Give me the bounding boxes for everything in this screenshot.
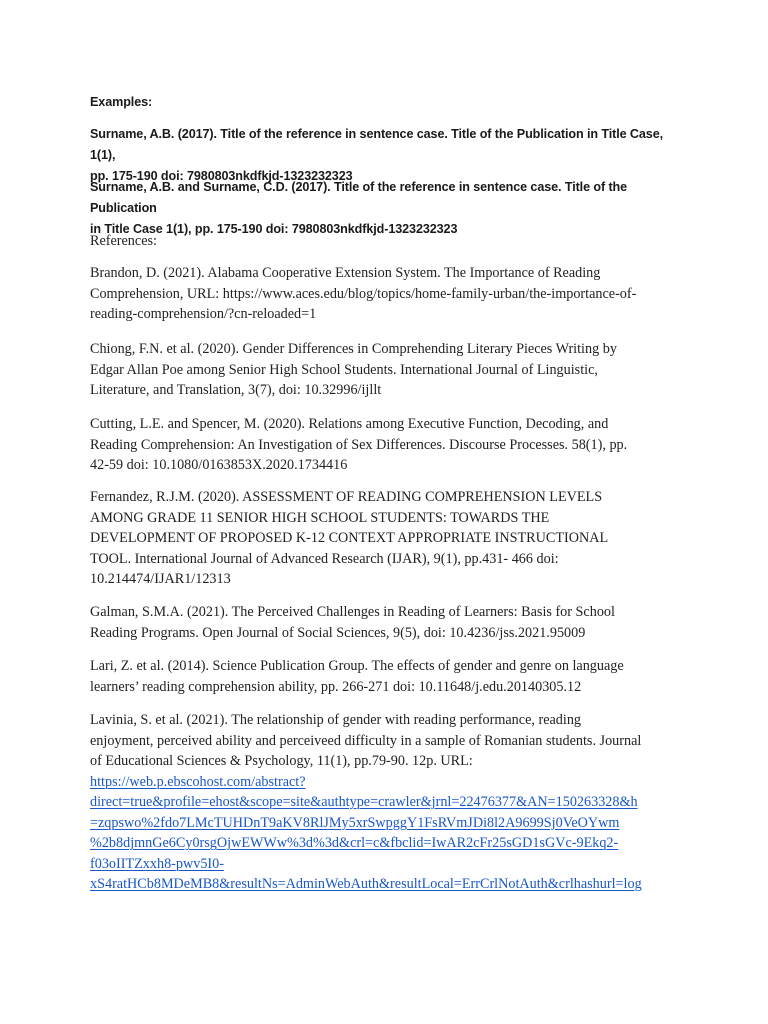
examples-heading: Examples:	[90, 95, 153, 109]
reference-url-link[interactable]: direct=true&profile=ehost&scope=site&authtype=crawler&jrnl=22476377&AN=150263328&h	[90, 794, 638, 810]
reference-line: Fernandez, R.J.M. (2020). ASSESSMENT OF READING COMPREHENSION LEVELS	[90, 489, 603, 505]
reference-line: learners’ reading comprehension ability, pp. 266-271 doi: 10.11648/j.edu.20140305.12	[90, 678, 582, 695]
reference-line: TOOL. International Journal of Advanced Research (IJAR), 9(1), pp.431- 466 doi:	[90, 550, 559, 567]
reference-entry-lavinia	[90, 710, 690, 895]
reference-entry-chiong	[90, 339, 690, 401]
reference-entry-galman	[90, 602, 690, 643]
reference-url-link[interactable]: =zqpswo%2fdo7LMcTUHDnT9aKV8RlJMy5xrSwpggY1FsRVmJDi8l2A9699Sj0VeOYwm	[90, 814, 620, 831]
reference-line: Reading Comprehension: An Investigation of Sex Differences. Discourse Processes. 58(1), pp.	[90, 436, 628, 453]
references-heading: References:	[90, 233, 157, 249]
example-1-line-1: Surname, A.B. (2017). Title of the reference in sentence case. Title of the Publication in Title Case, 1(1),	[90, 127, 664, 162]
reference-line: Chiong, F.N. et al. (2020). Gender Differences in Comprehending Literary Pieces Writing by	[90, 341, 617, 357]
example-1-line-2: pp. 175-190 doi: 7980803nkdfkjd-1323232323	[90, 169, 353, 183]
reference-line: 10.214474/IJAR1/12313	[90, 571, 231, 587]
reference-line: Galman, S.M.A. (2021). The Perceived Challenges in Reading of Learners: Basis for School	[90, 604, 615, 620]
reference-entry-lari	[90, 656, 690, 697]
reference-line: Edgar Allan Poe among Senior High School Students. International Journal of Linguistic,	[90, 361, 598, 378]
reference-line: reading-comprehension/?cn-reloaded=1	[90, 306, 317, 322]
reference-line: Cutting, L.E. and Spencer, M. (2020). Relations among Executive Function, Decoding, and	[90, 416, 609, 432]
reference-entry-brandon	[90, 263, 690, 325]
reference-line: Brandon, D. (2021). Alabama Cooperative Extension System. The Importance of Reading	[90, 265, 601, 281]
reference-line: Lavinia, S. et al. (2021). The relationship of gender with reading performance, reading	[90, 712, 582, 728]
reference-line: DEVELOPMENT OF PROPOSED K-12 CONTEXT APPROPRIATE INSTRUCTIONAL	[90, 530, 609, 546]
reference-line: of Educational Sciences & Psychology, 11(1), pp.79-90. 12p. URL:	[90, 753, 473, 769]
reference-url-link[interactable]: https://web.p.ebscohost.com/abstract?	[90, 773, 306, 790]
reference-url-link[interactable]: xS4ratHCb8MDeMB8&resultNs=AdminWebAuth&resultLocal=ErrCrlNotAuth&crlhashurl=log	[90, 876, 642, 892]
reference-line: enjoyment, perceived ability and perceiveed difficulty in a sample of Romanian students. Journal	[90, 732, 642, 749]
reference-line: Literature, and Translation, 3(7), doi: 10.32996/ijllt	[90, 382, 382, 398]
reference-url-link[interactable]: f03oIITZxxh8-pwv5I0-	[90, 855, 224, 872]
reference-url-link[interactable]: %2b8djmnGe6Cy0rsgOjwEWWw%3d%3d&crl=c&fbclid=IwAR2cFr25sGD1sGVc-9Ekq2-	[90, 835, 619, 851]
example-2-line-1: Surname, A.B. and Surname, C.D. (2017). Title of the reference in sentence case. Title of the Publication	[90, 180, 628, 215]
reference-entry-cutting	[90, 414, 690, 476]
example-2-line-2: in Title Case 1(1), pp. 175-190 doi: 7980803nkdfkjd-1323232323	[90, 222, 458, 236]
reference-line: Reading Programs. Open Journal of Social Sciences, 9(5), doi: 10.4236/jss.2021.95009	[90, 624, 586, 641]
reference-entry-fernandez	[90, 487, 690, 590]
reference-line: Lari, Z. et al. (2014). Science Publication Group. The effects of gender and genre on language	[90, 658, 624, 674]
reference-line: Comprehension, URL: https://www.aces.edu/blog/topics/home-family-urban/the-importance-of-	[90, 285, 637, 302]
reference-line: AMONG GRADE 11 SENIOR HIGH SCHOOL STUDENTS: TOWARDS THE	[90, 509, 550, 526]
reference-line: 42-59 doi: 10.1080/0163853X.2020.1734416	[90, 457, 348, 473]
